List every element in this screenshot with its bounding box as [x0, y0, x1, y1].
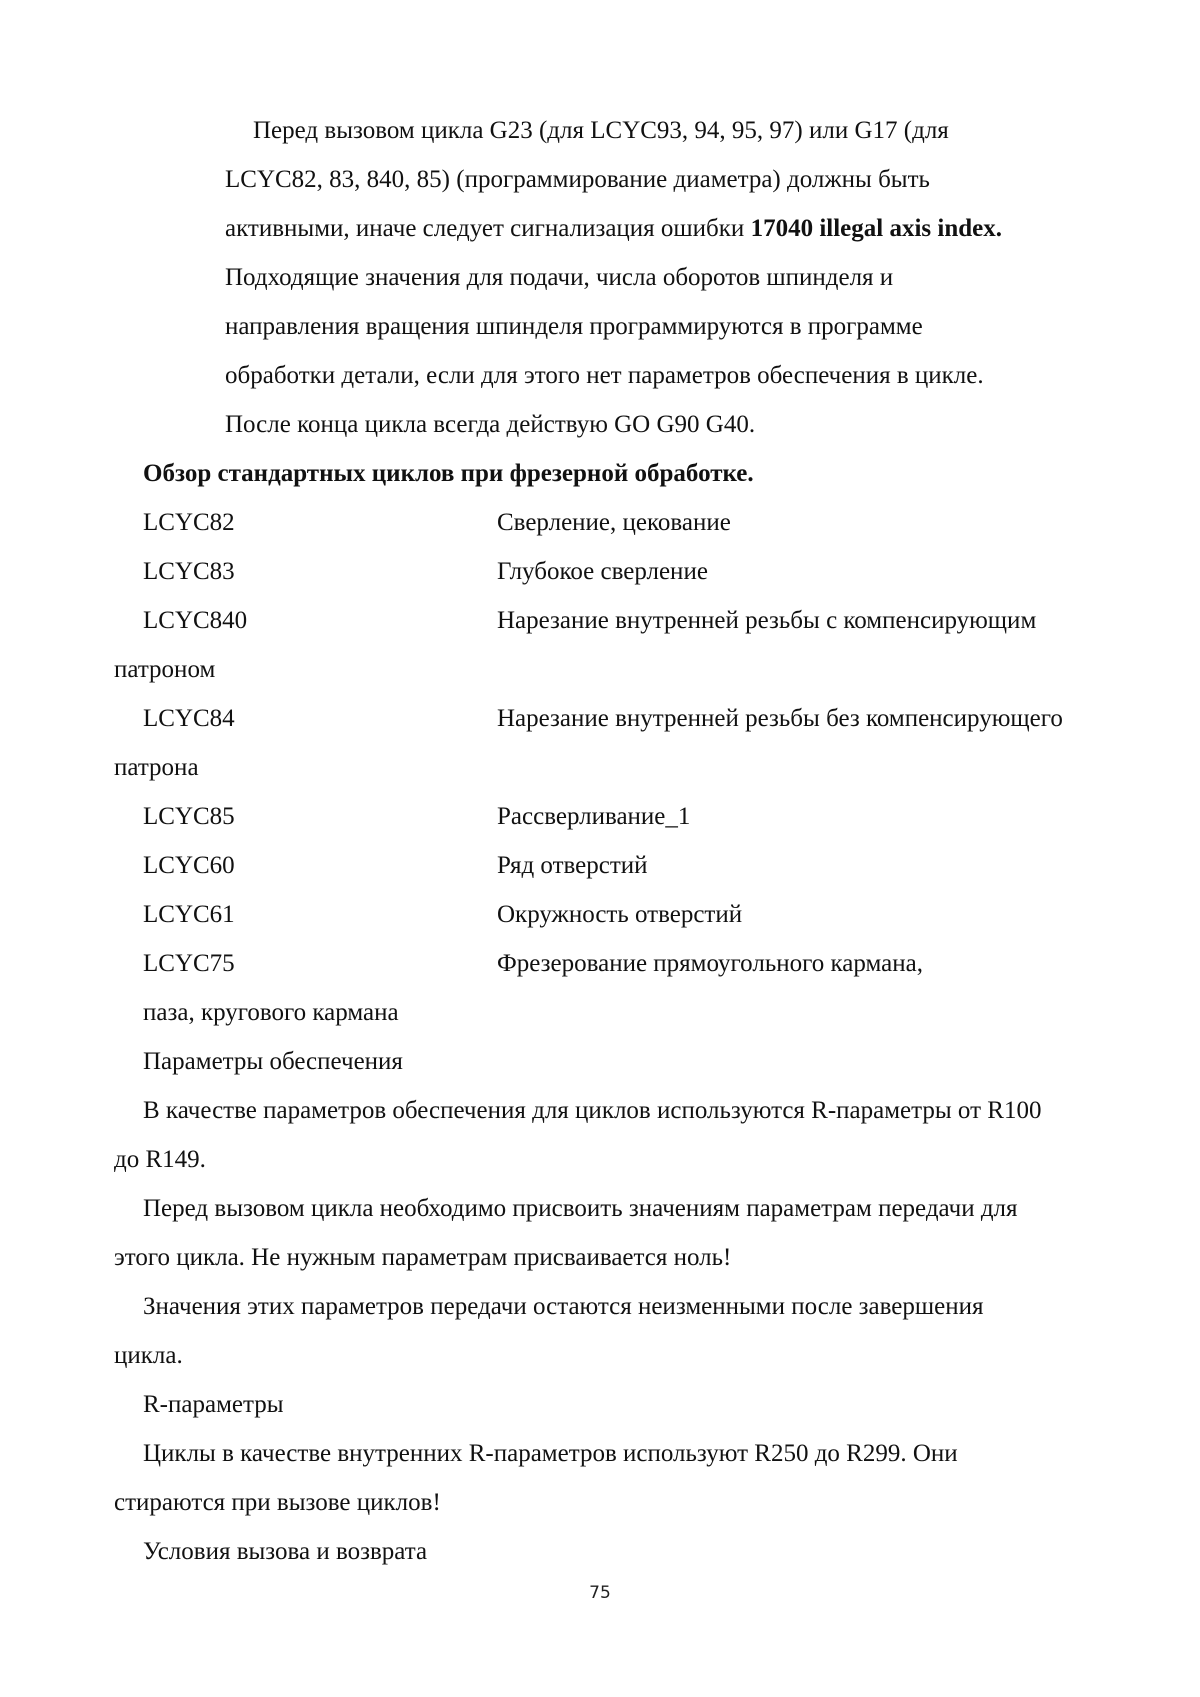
cycle-description: Нарезание внутренней резьбы без компенсирующего — [497, 704, 1063, 734]
supply-params-paragraph-3-cont: цикла. — [114, 1341, 183, 1371]
call-return-heading: Условия вызова и возврата — [143, 1537, 427, 1567]
intro-line-5: направления вращения шпинделя программируются в программе — [225, 312, 923, 342]
r-params-paragraph: Циклы в качестве внутренних R-параметров используют R250 до R299. Они — [143, 1439, 958, 1469]
cycle-code: LCYC60 — [143, 851, 235, 881]
cycle-code: LCYC82 — [143, 508, 235, 538]
cycle-code: LCYC61 — [143, 900, 235, 930]
intro-line-2: LCYC82, 83, 840, 85) (программирование диаметра) должны быть — [225, 165, 930, 195]
cycle-code: LCYC75 — [143, 949, 235, 979]
intro-line-7: После конца цикла всегда действую GO G90 G40. — [225, 410, 755, 440]
cycle-description: Глубокое сверление — [497, 557, 708, 587]
cycle-code: LCYC83 — [143, 557, 235, 587]
error-code-text: 17040 illegal axis index. — [751, 215, 1002, 242]
cycle-description: Рассверливание_1 — [497, 802, 690, 832]
r-params-paragraph-cont: стираются при вызове циклов! — [114, 1488, 441, 1518]
cycle-description: Ряд отверстий — [497, 851, 648, 881]
intro-line-4: Подходящие значения для подачи, числа оборотов шпинделя и — [225, 263, 893, 293]
cycle-description: Фрезерование прямоугольного кармана, — [497, 949, 923, 979]
intro-line-3-text: активными, иначе следует сигнализация ошибки — [225, 215, 751, 242]
cycle-description: Сверление, цекование — [497, 508, 731, 538]
cycle-code: LCYC85 — [143, 802, 235, 832]
supply-params-paragraph-1: В качестве параметров обеспечения для циклов используются R-параметры от R100 — [143, 1096, 1041, 1126]
supply-params-paragraph-3: Значения этих параметров передачи остаются неизменными после завершения — [143, 1292, 984, 1322]
supply-params-paragraph-1-cont: до R149. — [114, 1145, 206, 1175]
supply-params-paragraph-2: Перед вызовом цикла необходимо присвоить значениям параметрам передачи для — [143, 1194, 1018, 1224]
cycle-code: LCYC840 — [143, 606, 247, 636]
cycle-description-continuation: паза, кругового кармана — [143, 998, 399, 1028]
supply-params-heading: Параметры обеспечения — [143, 1047, 403, 1077]
intro-line-3 — [225, 214, 1002, 244]
page-number: 75 — [0, 1583, 1200, 1603]
cycle-description: Окружность отверстий — [497, 900, 742, 930]
supply-params-paragraph-2-cont: этого цикла. Не нужным параметрам присваивается ноль! — [114, 1243, 731, 1273]
cycle-description: Нарезание внутренней резьбы с компенсирующим — [497, 606, 1036, 636]
cycle-description-continuation: патроном — [114, 655, 215, 685]
cycle-description-continuation: патрона — [114, 753, 199, 783]
overview-heading: Обзор стандартных циклов при фрезерной обработке. — [143, 459, 754, 489]
intro-line-1: Перед вызовом цикла G23 (для LCYC93, 94, 95, 97) или G17 (для — [253, 116, 949, 146]
r-params-heading: R-параметры — [143, 1390, 284, 1420]
document-page — [0, 0, 1200, 1697]
cycle-code: LCYC84 — [143, 704, 235, 734]
intro-line-6: обработки детали, если для этого нет параметров обеспечения в цикле. — [225, 361, 984, 391]
